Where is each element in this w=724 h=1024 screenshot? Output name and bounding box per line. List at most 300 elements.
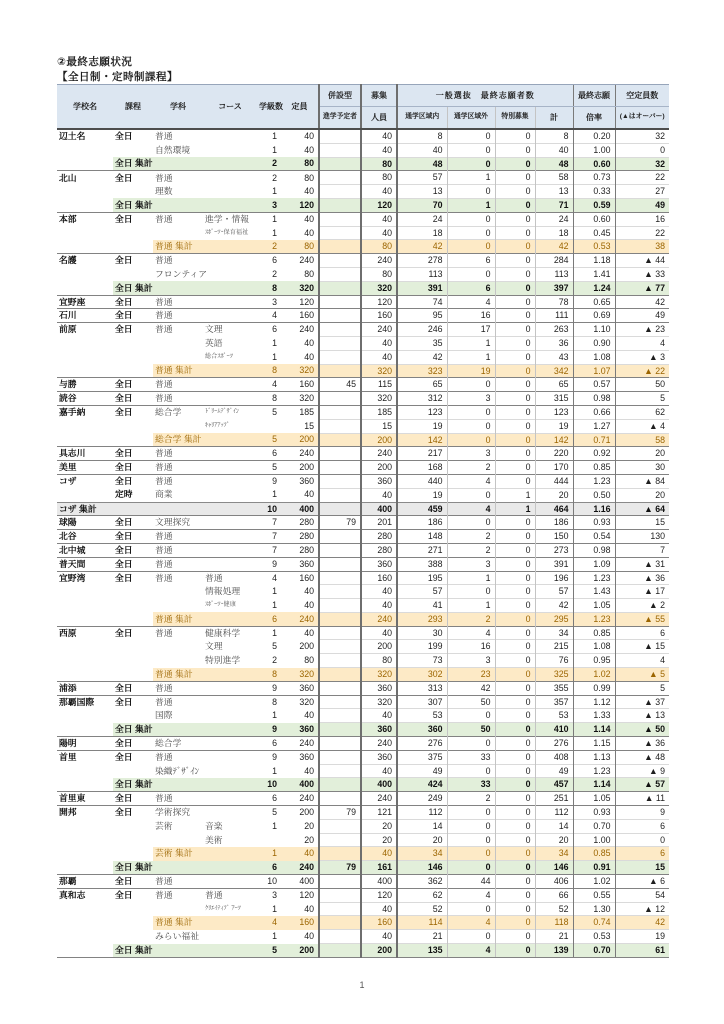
- cell: 215: [535, 640, 573, 654]
- cell: 50: [615, 378, 669, 392]
- cell: 4: [447, 916, 495, 930]
- page-title: ②最終志願状況: [57, 56, 133, 68]
- cell: [113, 764, 153, 778]
- cell: 240: [361, 612, 397, 626]
- cell: 4: [257, 916, 281, 930]
- cell: 具志川: [57, 447, 113, 461]
- cell: 196: [535, 571, 573, 585]
- cell: 全日: [113, 571, 153, 585]
- cell: 全日: [113, 875, 153, 889]
- cell: 0: [495, 723, 535, 737]
- cell: [153, 585, 203, 599]
- cell: [319, 281, 361, 295]
- cell: [57, 198, 113, 212]
- cell: 0.74: [573, 916, 615, 930]
- cell: 263: [535, 323, 573, 337]
- cell: 全日: [113, 212, 153, 226]
- cell: 9: [257, 681, 281, 695]
- cell: ▲ 37: [615, 695, 669, 709]
- cell: 2: [447, 543, 495, 557]
- cell: ▲ 9: [615, 764, 669, 778]
- cell: 文理: [205, 641, 223, 652]
- cell: [57, 612, 113, 626]
- table-row: [57, 654, 669, 668]
- cell: 1: [272, 144, 277, 155]
- cell: [203, 157, 257, 171]
- table-row: [57, 281, 669, 295]
- cell: [153, 654, 203, 668]
- cell: 199: [397, 640, 447, 654]
- cell: 0: [495, 516, 535, 530]
- cell: 80: [281, 240, 319, 254]
- cell: [57, 433, 113, 447]
- cell: [113, 350, 153, 364]
- cell: 15: [615, 861, 669, 875]
- cell: 40: [304, 710, 314, 721]
- cell: 全日: [113, 737, 153, 751]
- cell: 325: [535, 668, 573, 682]
- cell: 0: [615, 833, 669, 847]
- cell: 20: [535, 833, 573, 847]
- cell: 280: [281, 516, 319, 530]
- cell: 391: [535, 557, 573, 571]
- cell: 普通: [153, 392, 203, 406]
- cell: 全日: [113, 474, 153, 488]
- cell: 161: [361, 861, 397, 875]
- cell: 9: [257, 750, 281, 764]
- cell: 185: [281, 405, 319, 419]
- cell: 80: [281, 157, 319, 171]
- cell: ▲ 12: [615, 902, 669, 916]
- cell: 0: [495, 212, 535, 226]
- cell: 1: [495, 502, 535, 516]
- cell: 323: [397, 364, 447, 378]
- cell: 普通: [153, 254, 203, 268]
- cell: 4: [447, 888, 495, 902]
- cell: 34: [535, 626, 573, 640]
- cell: 8: [257, 695, 281, 709]
- cell: 0: [447, 433, 495, 447]
- cell: 280: [281, 543, 319, 557]
- table-row: [57, 419, 669, 433]
- cell: 15: [361, 419, 397, 433]
- cell: 71: [535, 198, 573, 212]
- cell: 40: [281, 129, 319, 143]
- cell: 0: [447, 267, 495, 281]
- cell: [203, 557, 257, 571]
- cell: 0.59: [573, 198, 615, 212]
- cell: 42: [535, 599, 573, 613]
- cell: 30: [615, 461, 669, 475]
- cell: ｷｬﾘｱｱｯﾌﾟ: [205, 422, 230, 430]
- cell: 0: [495, 295, 535, 309]
- cell: [153, 833, 203, 847]
- cell: 120: [281, 295, 319, 309]
- cell: 74: [397, 295, 447, 309]
- cell: 那覇: [57, 875, 113, 889]
- cell: 320: [281, 281, 319, 295]
- cell: 普通: [153, 792, 203, 806]
- cell: 8: [257, 668, 281, 682]
- cell: 1.27: [573, 419, 615, 433]
- cell: 0: [495, 461, 535, 475]
- cell: 全日: [113, 888, 153, 902]
- cell: 120: [361, 198, 397, 212]
- cell: 学術探究: [153, 806, 203, 820]
- cell: 芸術 集計: [153, 847, 203, 861]
- cell: 0: [447, 806, 495, 820]
- cell: [203, 875, 257, 889]
- cell: 278: [397, 254, 447, 268]
- cell: [203, 171, 257, 185]
- cell: 1.02: [573, 875, 615, 889]
- table-row: [57, 875, 669, 889]
- cell: 0: [447, 709, 495, 723]
- cell: 普通: [153, 888, 203, 902]
- cell: 320: [281, 695, 319, 709]
- cell: 陽明: [57, 737, 113, 751]
- cell: 0.73: [573, 171, 615, 185]
- cell: [153, 778, 203, 792]
- cell: [153, 281, 203, 295]
- cell: 普通: [153, 323, 203, 337]
- cell: [203, 129, 257, 143]
- cell: 0.92: [573, 447, 615, 461]
- cell: 全日: [113, 295, 153, 309]
- table-row: [57, 309, 669, 323]
- cell: [319, 557, 361, 571]
- col-group-general-selection: 一般選抜 最終志願者数: [397, 85, 573, 107]
- cell: 0: [495, 419, 535, 433]
- cell: 3: [447, 447, 495, 461]
- cell: 4: [447, 474, 495, 488]
- cell: [257, 833, 281, 847]
- cell: 普通: [153, 309, 203, 323]
- col-total: 計: [535, 107, 573, 130]
- cell: 459: [397, 502, 447, 516]
- cell: 42: [447, 681, 495, 695]
- cell: 80: [361, 654, 397, 668]
- cell: 普通: [153, 571, 203, 585]
- cell: [319, 226, 361, 240]
- cell: 18: [397, 226, 447, 240]
- cell: 113: [397, 267, 447, 281]
- table-row: [57, 378, 669, 392]
- cell: [57, 916, 113, 930]
- cell: 400: [281, 778, 319, 792]
- cell: 球陽: [57, 516, 113, 530]
- cell: 全日: [113, 171, 153, 185]
- cell: 普通: [203, 888, 257, 902]
- cell: 120: [361, 295, 397, 309]
- cell: [113, 709, 153, 723]
- cell: 320: [361, 364, 397, 378]
- cell: 0.98: [573, 392, 615, 406]
- cell: ▲ 33: [615, 267, 669, 281]
- cell: 58: [615, 433, 669, 447]
- cell: 113: [535, 267, 573, 281]
- cell: [203, 930, 257, 944]
- table-row: [57, 129, 669, 143]
- application-status-table-wrap: [57, 84, 669, 958]
- cell: 295: [535, 612, 573, 626]
- col-heisetsu-bottom: 進学予定者: [319, 107, 361, 130]
- cell: 普通: [153, 378, 203, 392]
- cell: 440: [397, 474, 447, 488]
- cell: 1: [272, 765, 277, 776]
- cell: 52: [535, 902, 573, 916]
- cell: 271: [397, 543, 447, 557]
- cell: 185: [361, 405, 397, 419]
- cell: 0: [615, 143, 669, 157]
- table-row: [57, 212, 669, 226]
- cell: 16: [447, 640, 495, 654]
- cell: 5: [272, 641, 277, 652]
- cell: 5: [257, 944, 281, 958]
- cell: 普通 集計: [153, 668, 203, 682]
- cell: 0.45: [573, 226, 615, 240]
- cell: 186: [535, 516, 573, 530]
- cell: 普通: [153, 681, 203, 695]
- cell: 8: [257, 281, 281, 295]
- cell: 320: [281, 364, 319, 378]
- cell: 1.13: [573, 750, 615, 764]
- cell: ｽﾎﾟｰﾂ･保育福祉: [205, 228, 249, 236]
- cell: 4: [447, 295, 495, 309]
- cell: ▲ 6: [615, 875, 669, 889]
- cell: 全日: [113, 323, 153, 337]
- cell: 320: [361, 695, 397, 709]
- table-row: [57, 323, 669, 337]
- table-row: [57, 806, 669, 820]
- cell: 1.05: [573, 599, 615, 613]
- cell: 0: [495, 350, 535, 364]
- cell: ｽﾎﾟｰﾂ･健康: [205, 601, 236, 609]
- cell: 1.08: [573, 640, 615, 654]
- cell: 0: [447, 764, 495, 778]
- cell: 1: [272, 710, 277, 721]
- cell: 6: [257, 737, 281, 751]
- cell: 34: [397, 847, 447, 861]
- cell: [319, 433, 361, 447]
- col-capacity: 定員: [281, 85, 319, 130]
- cell: 1.08: [573, 350, 615, 364]
- cell: 3: [257, 888, 281, 902]
- cell: 1: [272, 586, 277, 597]
- cell: 360: [361, 474, 397, 488]
- cell: 那覇国際: [57, 695, 113, 709]
- cell: 200: [281, 433, 319, 447]
- cell: [153, 198, 203, 212]
- cell: 0: [495, 557, 535, 571]
- table-body: [57, 129, 669, 957]
- cell: 1: [495, 488, 535, 502]
- cell: [319, 847, 361, 861]
- cell: 360: [281, 750, 319, 764]
- cell: 38: [615, 240, 669, 254]
- cell: 全日 集計: [113, 861, 153, 875]
- cell: 0: [495, 185, 535, 199]
- cell: 8: [535, 129, 573, 143]
- cell: [319, 350, 361, 364]
- cell: 0.95: [573, 654, 615, 668]
- table-row: [57, 198, 669, 212]
- cell: 360: [281, 723, 319, 737]
- cell: 43: [535, 350, 573, 364]
- cell: 19: [615, 930, 669, 944]
- cell: 0: [495, 254, 535, 268]
- cell: 240: [281, 447, 319, 461]
- cell: 石川: [57, 309, 113, 323]
- cell: 0: [495, 433, 535, 447]
- cell: 0: [495, 681, 535, 695]
- cell: 美術: [205, 834, 223, 845]
- header-row-1: [57, 85, 669, 107]
- cell: 5: [257, 405, 281, 419]
- cell: 普通: [153, 530, 203, 544]
- cell: [319, 654, 361, 668]
- cell: [203, 447, 257, 461]
- cell: 全日: [113, 405, 153, 419]
- cell: 6: [257, 861, 281, 875]
- cell: 全日: [113, 254, 153, 268]
- cell: 0: [495, 944, 535, 958]
- cell: 80: [304, 655, 314, 666]
- cell: 1.43: [573, 585, 615, 599]
- cell: [113, 185, 153, 199]
- table-row: [57, 723, 669, 737]
- cell: 真和志: [57, 888, 113, 902]
- cell: [113, 654, 153, 668]
- cell: 315: [535, 392, 573, 406]
- cell: 0.60: [573, 157, 615, 171]
- cell: 全日: [113, 516, 153, 530]
- cell: 7: [257, 543, 281, 557]
- cell: ▲ 57: [615, 778, 669, 792]
- cell: 79: [319, 806, 361, 820]
- cell: 定時: [115, 489, 133, 500]
- cell: 0: [495, 543, 535, 557]
- cell: 1: [272, 820, 277, 831]
- cell: [113, 585, 153, 599]
- cell: 320: [361, 392, 397, 406]
- cell: [203, 267, 257, 281]
- cell: 200: [281, 806, 319, 820]
- cell: 1: [257, 847, 281, 861]
- cell: 0: [447, 819, 495, 833]
- cell: 0.57: [573, 378, 615, 392]
- table-row: [57, 847, 669, 861]
- cell: [113, 336, 153, 350]
- cell: 0.93: [573, 516, 615, 530]
- cell: 2: [272, 268, 277, 279]
- cell: ▲ 50: [615, 723, 669, 737]
- cell: 40: [361, 185, 397, 199]
- cell: 19: [397, 488, 447, 502]
- table-row: [57, 792, 669, 806]
- table-row: [57, 930, 669, 944]
- cell: 0: [447, 419, 495, 433]
- cell: 0: [495, 668, 535, 682]
- cell: 142: [397, 433, 447, 447]
- cell: [57, 778, 113, 792]
- cell: 375: [397, 750, 447, 764]
- cell: 20: [361, 819, 397, 833]
- table-row: [57, 571, 669, 585]
- cell: 1.00: [573, 143, 615, 157]
- cell: 148: [397, 530, 447, 544]
- cell: 0: [447, 488, 495, 502]
- cell: 0.71: [573, 433, 615, 447]
- cell: 0.60: [573, 212, 615, 226]
- cell: [57, 654, 113, 668]
- cell: 13: [397, 185, 447, 199]
- cell: [319, 461, 361, 475]
- cell: [57, 764, 113, 778]
- table-row: [57, 502, 669, 516]
- cell: [203, 364, 257, 378]
- cell: 5: [257, 433, 281, 447]
- cell: [203, 198, 257, 212]
- col-out-zone: 通学区域外: [447, 107, 495, 130]
- cell: 0: [495, 323, 535, 337]
- cell: 170: [535, 461, 573, 475]
- cell: 9: [615, 806, 669, 820]
- cell: 1.15: [573, 737, 615, 751]
- cell: 79: [319, 861, 361, 875]
- cell: 146: [535, 861, 573, 875]
- cell: 49: [615, 309, 669, 323]
- cell: 21: [397, 930, 447, 944]
- cell: 宜野湾: [57, 571, 113, 585]
- cell: [319, 240, 361, 254]
- cell: ▲ 36: [615, 571, 669, 585]
- cell: [319, 447, 361, 461]
- table-row: [57, 861, 669, 875]
- cell: ▲ 55: [615, 612, 669, 626]
- table-row: [57, 681, 669, 695]
- cell: 6: [447, 281, 495, 295]
- cell: 全日: [113, 626, 153, 640]
- table-row: [57, 336, 669, 350]
- cell: 388: [397, 557, 447, 571]
- cell: [319, 474, 361, 488]
- cell: 前原: [57, 323, 113, 337]
- cell: 240: [361, 792, 397, 806]
- cell: 40: [535, 143, 573, 157]
- cell: 130: [615, 530, 669, 544]
- cell: 360: [361, 723, 397, 737]
- cell: 50: [447, 723, 495, 737]
- cell: ▲ 17: [615, 585, 669, 599]
- cell: 40: [361, 599, 397, 613]
- cell: [203, 378, 257, 392]
- cell: [153, 226, 203, 240]
- cell: 北谷: [57, 530, 113, 544]
- cell: 0.85: [573, 461, 615, 475]
- cell: 全日: [113, 695, 153, 709]
- table-row: [57, 295, 669, 309]
- cell: 123: [535, 405, 573, 419]
- cell: 0.53: [573, 930, 615, 944]
- cell: 21: [535, 930, 573, 944]
- table-row: [57, 474, 669, 488]
- cell: 0: [447, 378, 495, 392]
- cell: [57, 185, 113, 199]
- cell: 1.02: [573, 668, 615, 682]
- cell: 18: [535, 226, 573, 240]
- cell: [57, 599, 113, 613]
